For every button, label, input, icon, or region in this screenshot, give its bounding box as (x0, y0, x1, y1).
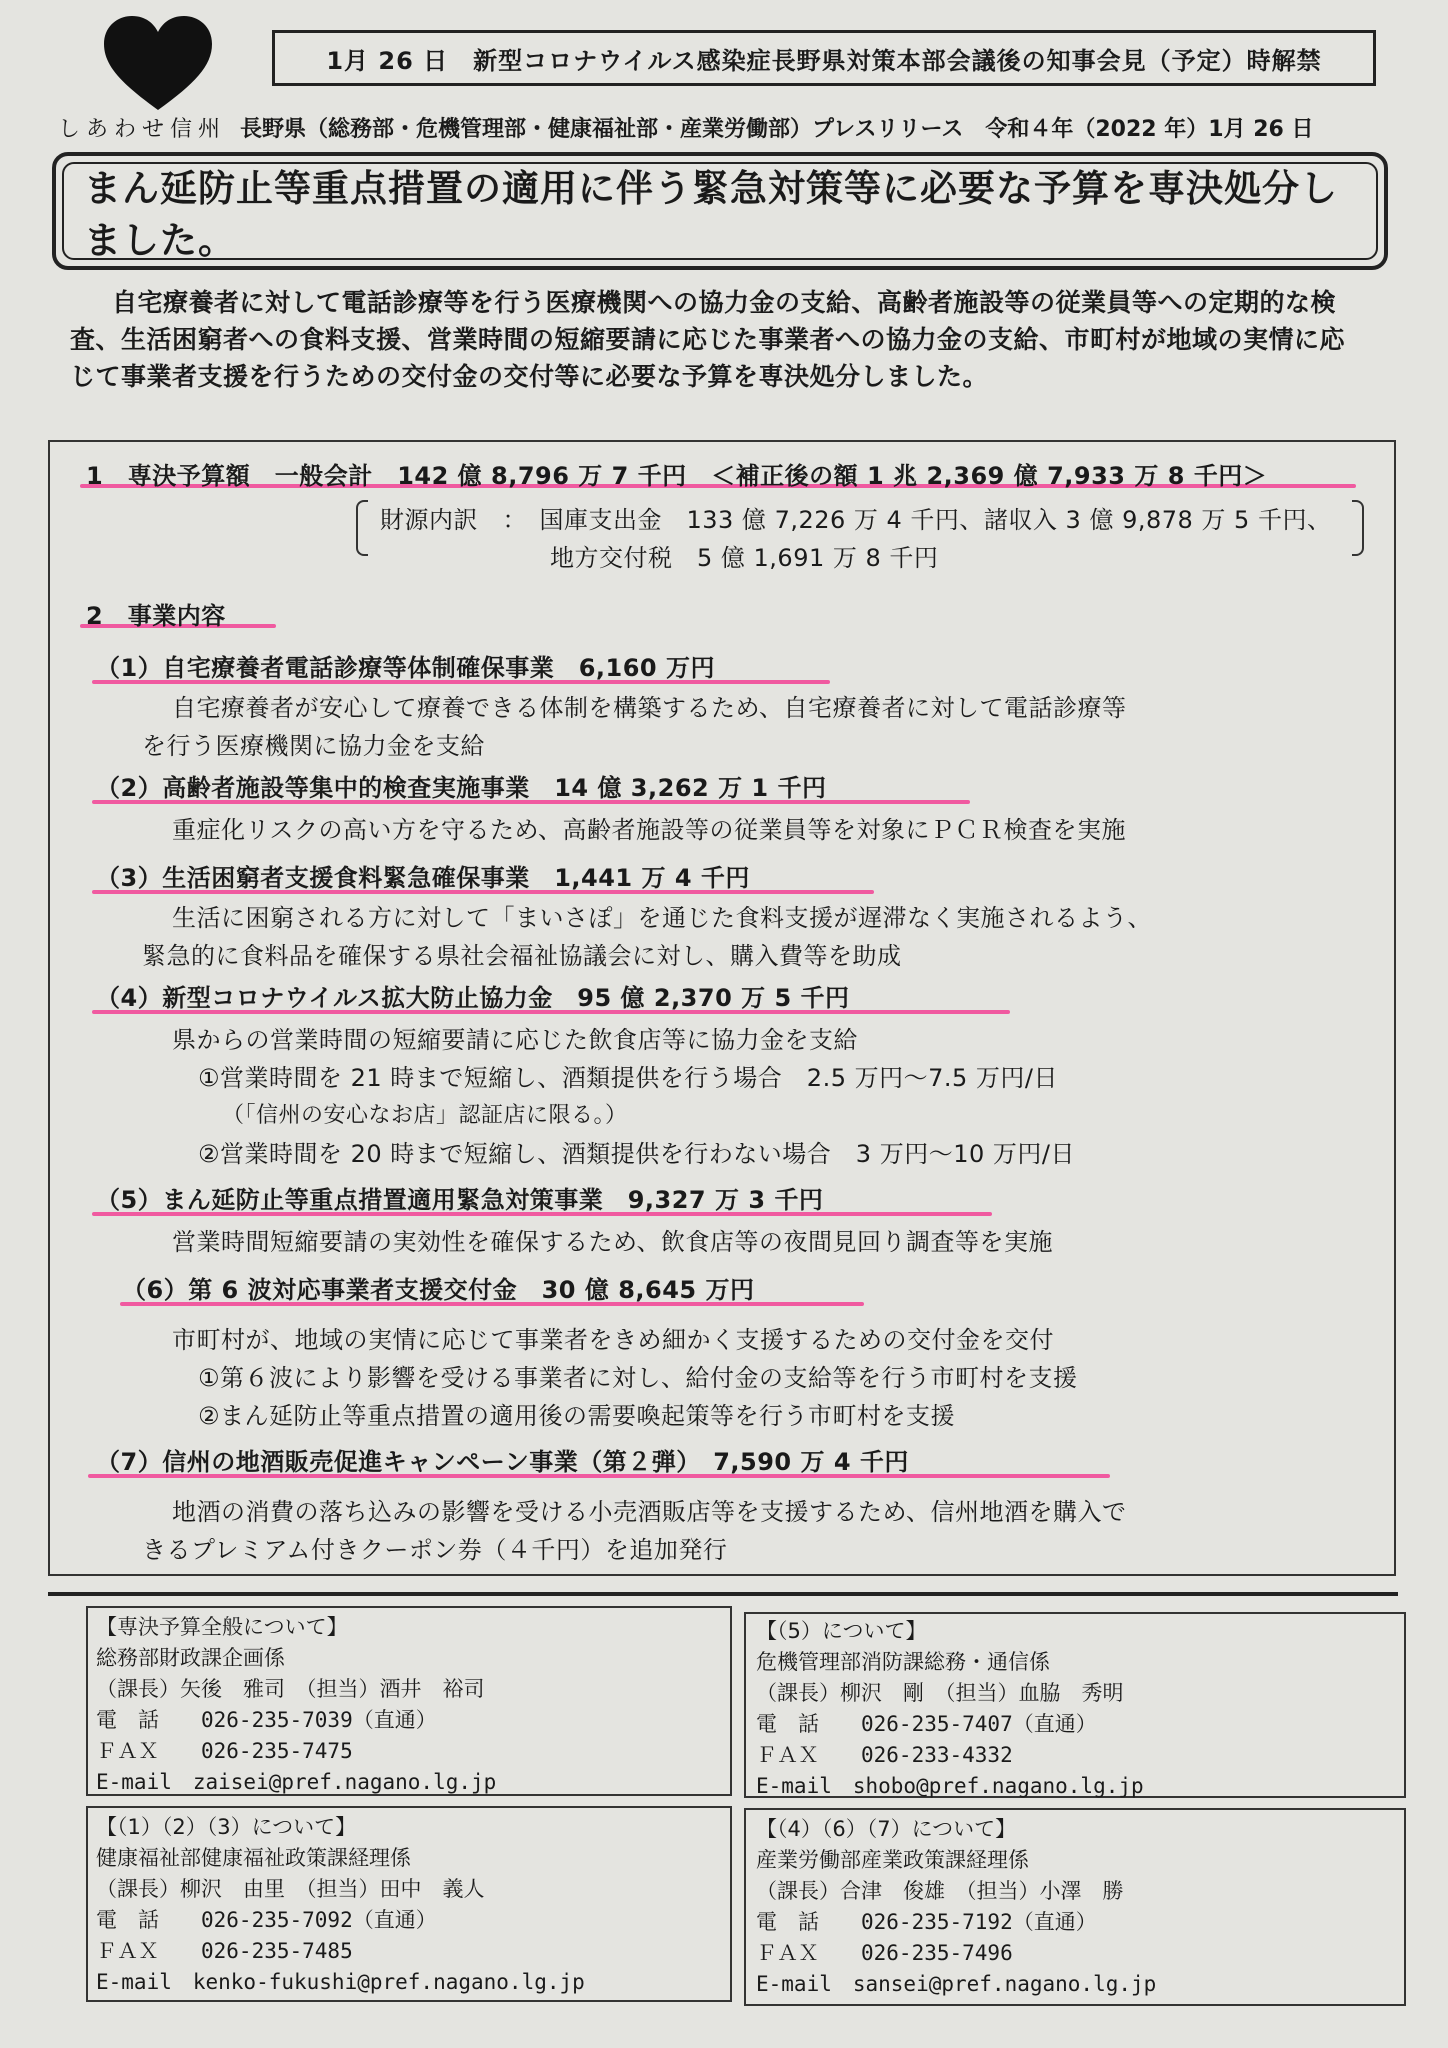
budget-total: 1 専決予算額 一般会計 142 億 8,796 万 7 千円 ＜補正後の額 1 兆 2,369 億 7,933 万 8 千円＞ (86, 462, 1268, 490)
item-heading: （7）信州の地酒販売促進キャンペーン事業（第２弾） 7,590 万 4 千円 (96, 1448, 909, 1476)
bracket-right (1352, 500, 1364, 556)
item-desc: ②営業時間を 20 時まで短縮し、酒類提供を行わない場合 3 万円～10 万円/日 (198, 1140, 1075, 1168)
item-desc: きるプレミアム付きクーポン券（４千円）を追加発行 (142, 1536, 728, 1564)
contact-heading: 【（4）（6）（7）について】 (756, 1817, 1017, 1841)
item-desc: 営業時間短縮要請の実効性を確保するため、飲食店等の夜間見回り調査等を実施 (172, 1228, 1054, 1256)
contact-5 (756, 1616, 1144, 1802)
press-release-line (58, 112, 1398, 143)
item-desc: 緊急的に食料品を確保する県社会福祉協議会に対し、購入費等を助成 (142, 942, 902, 970)
item-desc: ①第６波により影響を受ける事業者に対し、給付金の支給等を行う市町村を支援 (198, 1364, 1078, 1392)
fund-breakdown-1: 財源内訳 ： 国庫支出金 133 億 7,226 万 4 千円、諸収入 3 億 9,878 万 5 千円、 (380, 506, 1332, 534)
item-desc: ②まん延防止等重点措置の適用後の需要喚起策等を行う市町村を支援 (198, 1402, 956, 1430)
item-heading: （2）高齢者施設等集中的検査実施事業 14 億 3,262 万 1 千円 (96, 774, 827, 802)
bracket-left (356, 500, 368, 556)
contact-email[interactable]: E-mail kenko-fukushi@pref.nagano.lg.jp (96, 1970, 585, 1994)
contact-dept: 産業労働部産業政策課経理係 (756, 1848, 1029, 1872)
item-heading: （6）第 6 波対応事業者支援交付金 30 億 8,645 万円 (122, 1276, 755, 1304)
contact-people: （課長）矢後 雅司 （担当）酒井 裕司 (96, 1677, 485, 1701)
contact-fax: ＦＡＸ 026-235-7475 (96, 1739, 353, 1763)
contact-dept: 危機管理部消防課総務・通信係 (756, 1650, 1050, 1674)
contact-fax: ＦＡＸ 026-235-7485 (96, 1939, 353, 1963)
contact-heading: 【（1）（2）（3）について】 (96, 1815, 357, 1839)
contact-email[interactable]: E-mail sansei@pref.nagano.lg.jp (756, 1972, 1157, 1996)
contact-budget (96, 1612, 496, 1798)
contact-tel: 電 話 026-235-7192（直通） (756, 1910, 1097, 1934)
contact-people: （課長）柳沢 剛 （担当）血脇 秀明 (756, 1681, 1124, 1705)
contact-467 (756, 1814, 1156, 2000)
item-desc: 生活に困窮される方に対して「まいさぽ」を通じた食料支援が遅滞なく実施されるよう、 (172, 904, 1152, 932)
contact-dept: 健康福祉部健康福祉政策課経理係 (96, 1846, 411, 1870)
item-heading: （1）自宅療養者電話診療等体制確保事業 6,160 万円 (96, 654, 715, 682)
item-desc: 地酒の消費の落ち込みの影響を受ける小売酒販店等を支援するため、信州地酒を購入で (172, 1498, 1127, 1526)
item-heading: （5）まん延防止等重点措置適用緊急対策事業 9,327 万 3 千円 (96, 1186, 824, 1214)
section-heading: 2 事業内容 (86, 602, 226, 630)
intro-paragraph: 自宅療養者に対して電話診療等を行う医療機関への協力金の支給、高齢者施設等の従業員等への定期的な検査、生活困窮者への食料支援、営業時間の短縮要請に応じた事業者への協力金の支給、市町村が地域の実情に応じて事業者支援を行うための交付金の交付等に必要な予算を専決処分しました。 (70, 288, 1346, 391)
contact-tel: 電 話 026-235-7039（直通） (96, 1708, 437, 1732)
divider (48, 1592, 1398, 1596)
heart-logo-icon (102, 14, 214, 114)
embargo-notice: 1月 26 日 新型コロナウイルス感染症長野県対策本部会議後の知事会見（予定）時解禁 (272, 30, 1376, 86)
contact-email[interactable]: E-mail zaisei@pref.nagano.lg.jp (96, 1770, 497, 1794)
contact-tel: 電 話 026-235-7407（直通） (756, 1712, 1097, 1736)
item-desc: ①営業時間を 21 時まで短縮し、酒類提供を行う場合 2.5 万円～7.5 万円/日 (198, 1064, 1058, 1092)
brand-name: しあわせ信州 (58, 117, 227, 142)
item-desc: 県からの営業時間の短縮要請に応じた飲食店等に協力金を支給 (172, 1026, 858, 1054)
contact-heading: 【専決予算全般について】 (96, 1615, 348, 1639)
contact-dept: 総務部財政課企画係 (96, 1646, 285, 1670)
item-heading: （4）新型コロナウイルス拡大防止協力金 95 億 2,370 万 5 千円 (96, 984, 850, 1012)
contact-tel: 電 話 026-235-7092（直通） (96, 1908, 437, 1932)
page-title: まん延防止等重点措置の適用に伴う緊急対策等に必要な予算を専決処分しました。 (84, 167, 1338, 262)
item-desc: 自宅療養者が安心して療養できる体制を構築するため、自宅療養者に対して電話診療等 (172, 694, 1127, 722)
contact-fax: ＦＡＸ 026-235-7496 (756, 1941, 1013, 1965)
contact-people: （課長）柳沢 由里 （担当）田中 義人 (96, 1877, 485, 1901)
item-note: （「信州の安心なお店」認証店に限る。） (222, 1103, 628, 1128)
contact-email[interactable]: E-mail shobo@pref.nagano.lg.jp (756, 1774, 1144, 1798)
contact-fax: ＦＡＸ 026-233-4332 (756, 1743, 1013, 1767)
contact-heading: 【（5）について】 (756, 1619, 927, 1643)
item-heading: （3）生活困窮者支援食料緊急確保事業 1,441 万 4 千円 (96, 864, 750, 892)
contact-people: （課長）合津 俊雄 （担当）小澤 勝 (756, 1879, 1124, 1903)
release-info: 長野県（総務部・危機管理部・健康福祉部・産業労働部）プレスリリース 令和４年（2022 年）1月 26 日 (240, 117, 1314, 142)
contact-123 (96, 1812, 585, 1998)
item-desc: を行う医療機関に協力金を支給 (142, 732, 485, 760)
fund-breakdown-2: 地方交付税 5 億 1,691 万 8 千円 (550, 544, 939, 572)
item-desc: 市町村が、地域の実情に応じて事業者をきめ細かく支援するための交付金を交付 (172, 1326, 1054, 1354)
item-desc: 重症化リスクの高い方を守るため、高齢者施設等の従業員等を対象にＰＣＲ検査を実施 (172, 816, 1127, 844)
